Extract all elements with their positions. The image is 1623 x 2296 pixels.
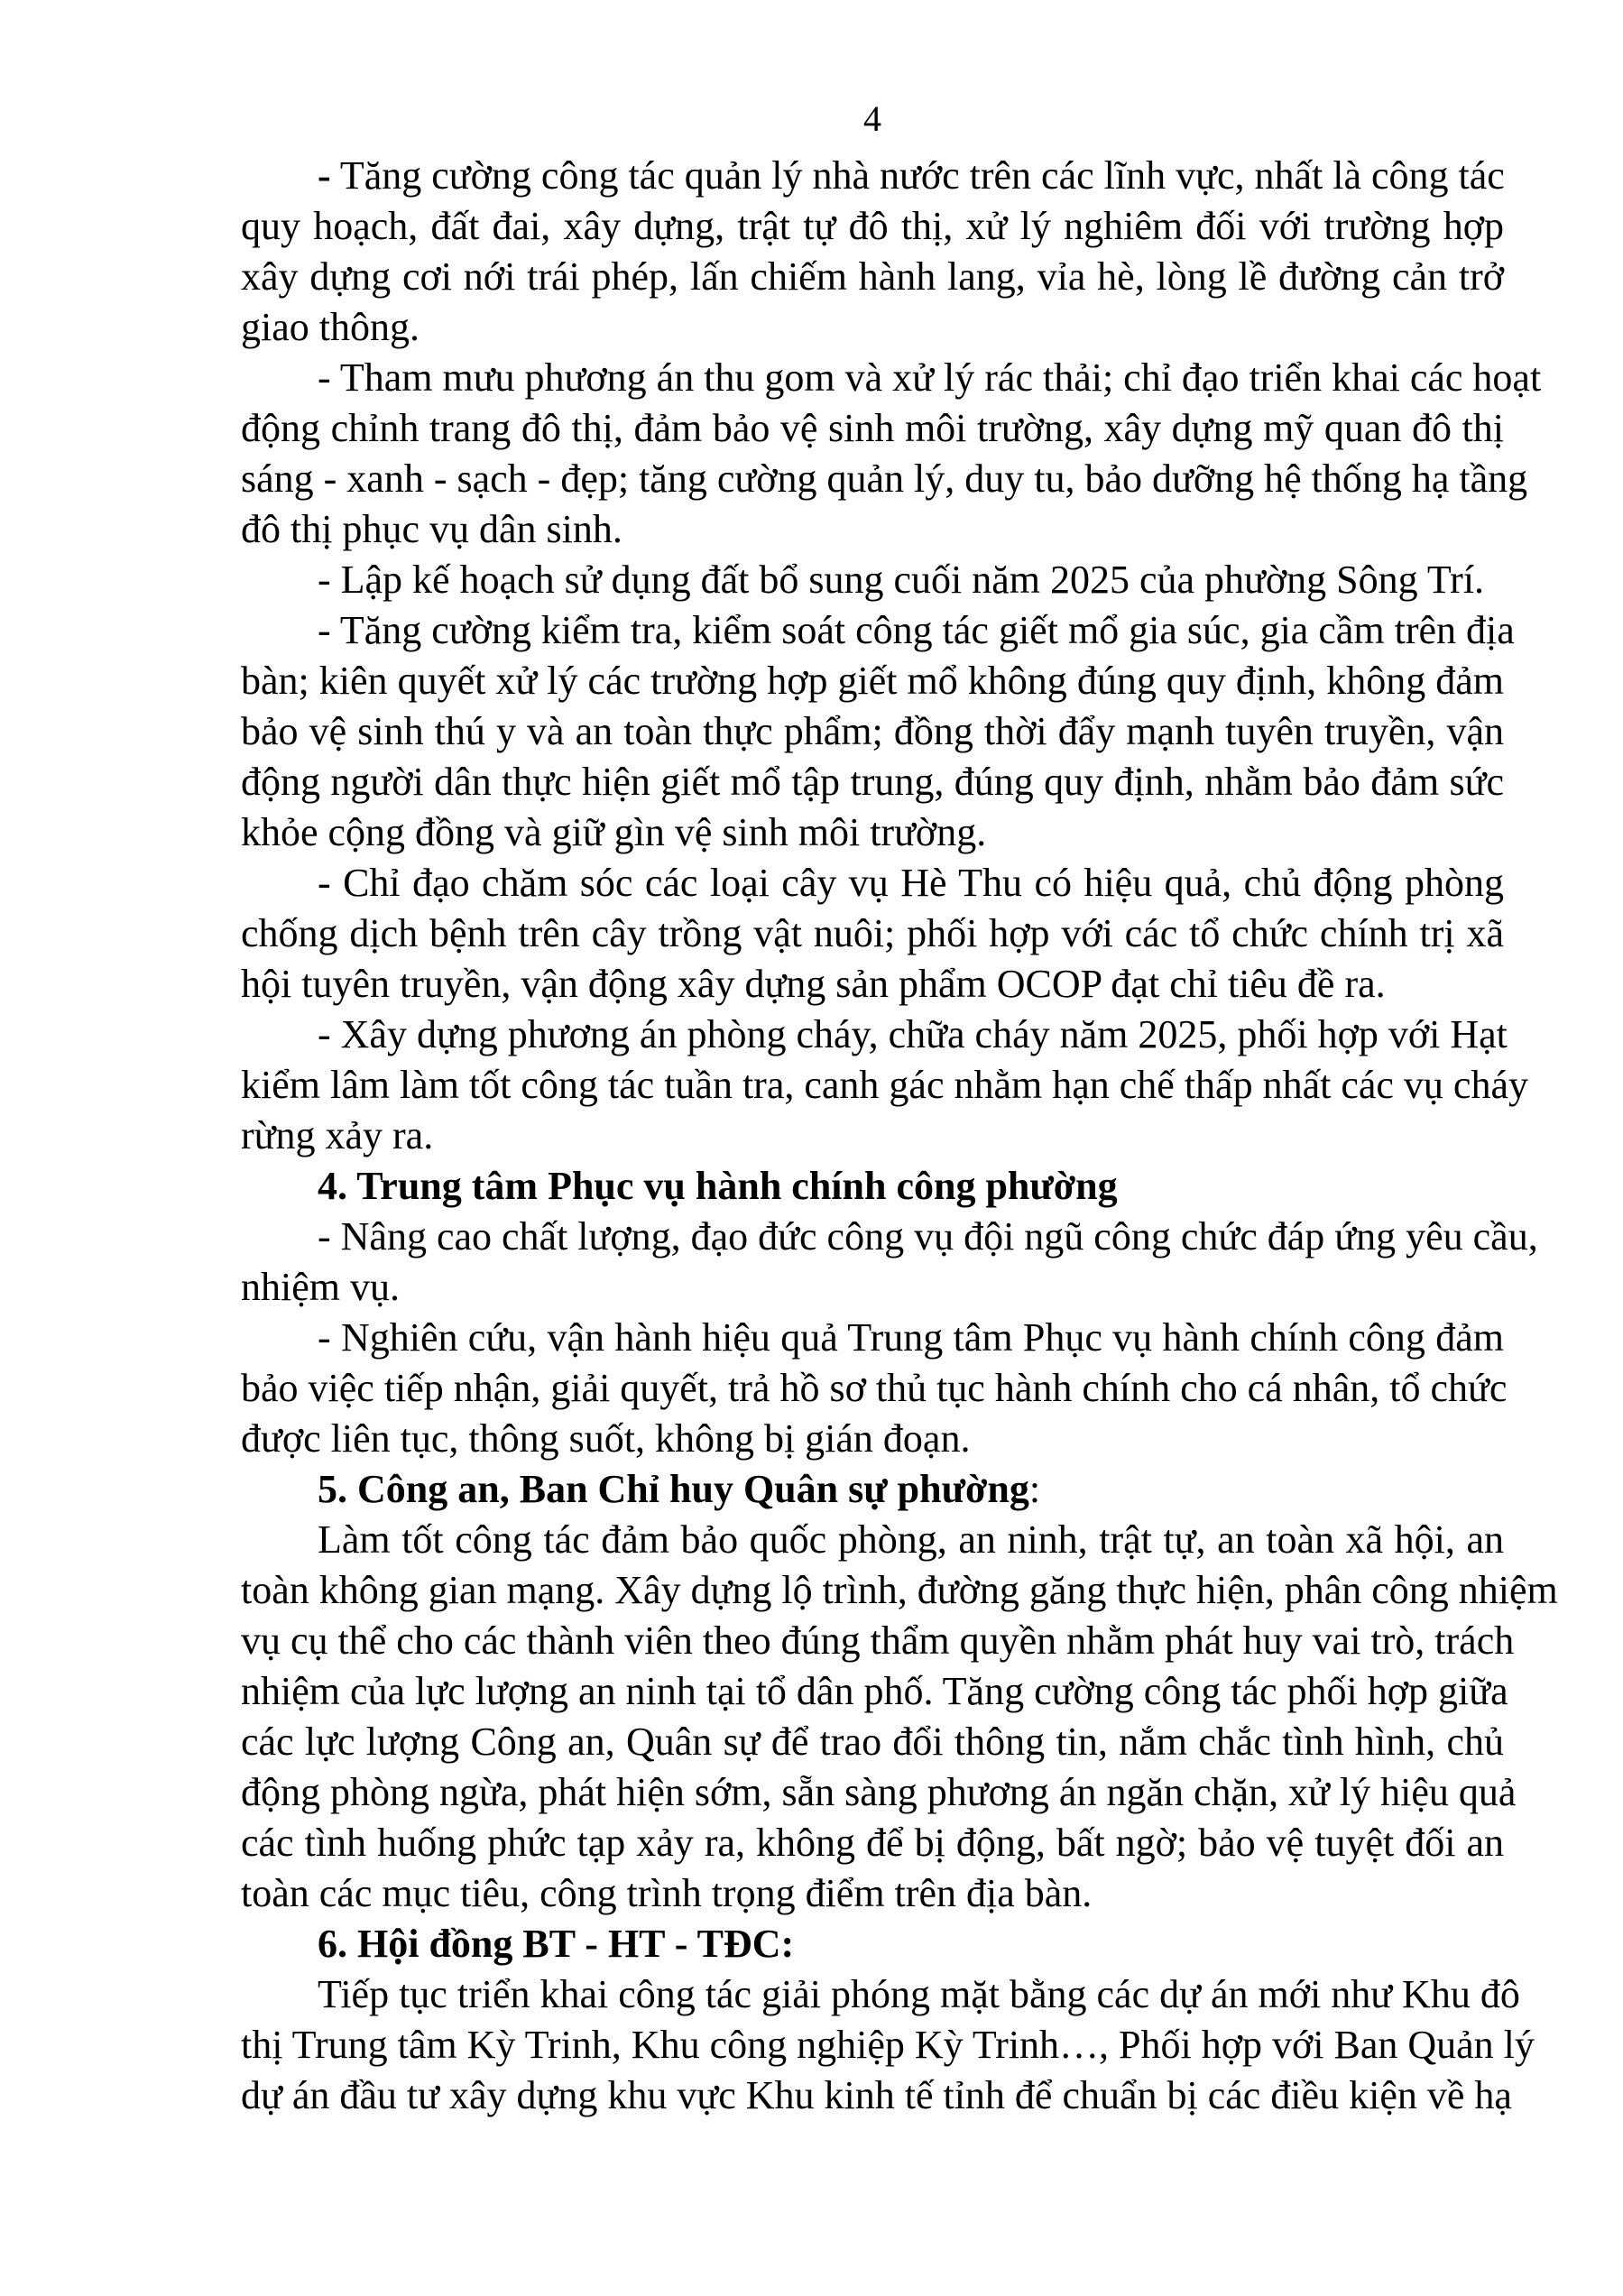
paragraph-line: - Xây dựng phương án phòng cháy, chữa cháy năm 2025, phối hợp với Hạt [318, 1012, 1508, 1056]
heading-suffix: : [1028, 1467, 1041, 1511]
paragraph-line: - Nghiên cứu, vận hành hiệu quả Trung tâm Phục vụ hành chính công đảm [318, 1315, 1504, 1360]
paragraph-line: kiểm lâm làm tốt công tác tuần tra, canh gác nhằm hạn chế thấp nhất các vụ cháy [241, 1063, 1528, 1107]
paragraph-line: các lực lượng Công an, Quân sự để trao đổi thông tin, nắm chắc tình hình, chủ [241, 1720, 1504, 1764]
heading-text: 6. Hội đồng BT - HT - TĐC: [318, 1922, 795, 1966]
paragraph-line: giao thông. [241, 305, 420, 349]
paragraph-line: đô thị phục vụ dân sinh. [241, 507, 622, 551]
heading-text: 5. Công an, Ban Chỉ huy Quân sự phường [318, 1467, 1029, 1511]
paragraph-line: - Tham mưu phương án thu gom và xử lý rác thải; chỉ đạo triển khai các hoạt [318, 355, 1542, 400]
paragraph-line: bảo vệ sinh thú y và an toàn thực phẩm; đồng thời đẩy mạnh tuyên truyền, vận [241, 709, 1504, 753]
paragraph-line: động người dân thực hiện giết mổ tập trung, đúng quy định, nhằm bảo đảm sức [241, 760, 1504, 804]
paragraph [241, 1313, 1508, 1464]
paragraph [241, 353, 1542, 555]
paragraph-line: Làm tốt công tác đảm bảo quốc phòng, an ninh, trật tự, an toàn xã hội, an [318, 1517, 1504, 1562]
paragraph [241, 1515, 1558, 1919]
paragraph-line: khỏe cộng đồng và giữ gìn vệ sinh môi trường. [241, 810, 987, 854]
section-heading [241, 1464, 1504, 1515]
section-heading [241, 1161, 1504, 1212]
bullet-dash: - [318, 153, 331, 198]
heading-line [241, 1161, 1504, 1212]
paragraph-line: các tình huống phức tạp xảy ra, không để bị động, bất ngờ; bảo vệ tuyệt đối an [241, 1821, 1504, 1865]
heading-text: 4. Trung tâm Phục vụ hành chính công phường [318, 1164, 1118, 1208]
page-number: 4 [863, 98, 881, 139]
paragraph [241, 605, 1515, 858]
paragraph-line: được liên tục, thông suốt, không bị gián đoạn. [241, 1416, 971, 1461]
paragraph-line: vụ cụ thể cho các thành viên theo đúng thẩm quyền nhằm phát huy vai trò, trách [241, 1618, 1515, 1663]
paragraph-line: nhiệm vụ. [241, 1265, 400, 1309]
paragraph-line: Tiếp tục triển khai công tác giải phóng mặt bằng các dự án mới như Khu đô [318, 1972, 1520, 2016]
paragraph [241, 1212, 1538, 1313]
paragraph [241, 858, 1504, 1010]
paragraph-line: nhiệm của lực lượng an ninh tại tổ dân phố. Tăng cường công tác phối hợp giữa [241, 1669, 1508, 1713]
paragraph [241, 1969, 1535, 2121]
paragraph [241, 151, 1504, 353]
paragraph-line: - Lập kế hoạch sử dụng đất bổ sung cuối năm 2025 của phường Sông Trí. [318, 558, 1485, 602]
paragraph-line: - Nâng cao chất lượng, đạo đức công vụ đội ngũ công chức đáp ứng yêu cầu, [318, 1214, 1538, 1259]
paragraph-line: xây dựng cơi nới trái phép, lấn chiếm hành lang, vỉa hè, lòng lề đường cản trở [241, 254, 1504, 299]
paragraph-line: - Tăng cường kiểm tra, kiểm soát công tác giết mổ gia súc, gia cầm trên địa [318, 608, 1515, 652]
paragraph-line: sáng - xanh - sạch - đẹp; tăng cường quản lý, duy tu, bảo dưỡng hệ thống hạ tầng [241, 456, 1528, 501]
paragraph-line: chống dịch bệnh trên cây trồng vật nuôi; phối hợp với các tổ chức chính trị xã [241, 911, 1504, 955]
paragraph-line: thị Trung tâm Kỳ Trinh, Khu công nghiệp Kỳ Trinh…, Phối hợp với Ban Quản lý [241, 2023, 1535, 2067]
heading-line [241, 1919, 1504, 1969]
paragraph-line: động chỉnh trang đô thị, đảm bảo vệ sinh môi trường, xây dựng mỹ quan đô thị [241, 406, 1504, 450]
paragraph-line: - Chỉ đạo chăm sóc các loại cây vụ Hè Thu có hiệu quả, chủ động phòng [318, 861, 1504, 905]
document-body [241, 151, 1558, 2121]
line-text: Tăng cường công tác quản lý nhà nước trên các lĩnh vực, nhất là công tác [330, 153, 1505, 198]
section-heading [241, 1919, 1504, 1969]
paragraph [241, 555, 1504, 605]
paragraph-line: toàn các mục tiêu, công trình trọng điểm trên địa bàn. [241, 1871, 1093, 1915]
paragraph-line: bàn; kiên quyết xử lý các trường hợp giết mổ không đúng quy định, không đảm [241, 659, 1504, 703]
paragraph-line: hội tuyên truyền, vận động xây dựng sản phẩm OCOP đạt chỉ tiêu đề ra. [241, 962, 1386, 1006]
paragraph [241, 1010, 1528, 1161]
paragraph-line: bảo việc tiếp nhận, giải quyết, trả hồ sơ thủ tục hành chính cho cá nhân, tổ chức [241, 1366, 1508, 1410]
paragraph-line [241, 151, 1504, 201]
paragraph-line: toàn không gian mạng. Xây dựng lộ trình, đường găng thực hiện, phân công nhiệm [241, 1568, 1558, 1612]
paragraph-line: rừng xảy ra. [241, 1113, 434, 1157]
heading-line [241, 1464, 1504, 1515]
paragraph-line: động phòng ngừa, phát hiện sớm, sẵn sàng phương án ngăn chặn, xử lý hiệu quả [241, 1770, 1517, 1814]
paragraph-line: dự án đầu tư xây dựng khu vực Khu kinh tế tỉnh để chuẩn bị các điều kiện về hạ [241, 2073, 1512, 2117]
paragraph-line: quy hoạch, đất đai, xây dựng, trật tự đô thị, xử lý nghiêm đối với trường hợp [241, 204, 1504, 248]
